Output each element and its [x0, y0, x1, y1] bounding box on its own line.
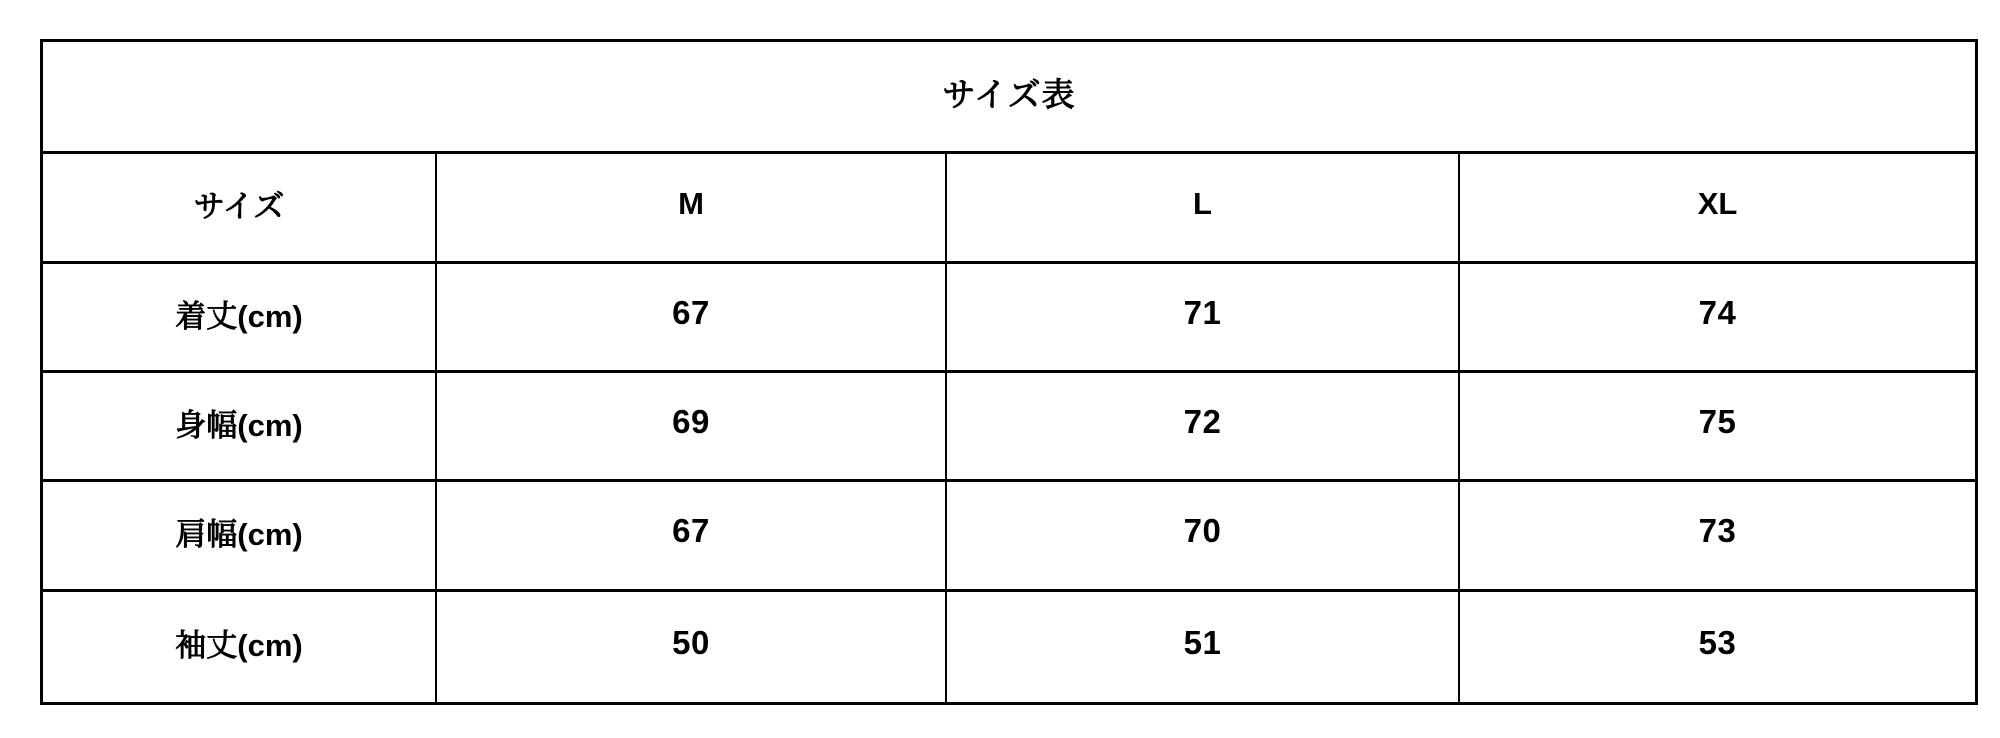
value-sleeve-length-xl: 53	[1460, 592, 1975, 702]
row-label-body-length: 着丈(cm)	[43, 264, 437, 373]
row-label-sleeve-length: 袖丈(cm)	[43, 592, 437, 702]
row-label-body-width: 身幅(cm)	[43, 373, 437, 481]
header-cell-l: L	[947, 154, 1460, 264]
value-body-width-m: 69	[437, 373, 947, 481]
value-body-length-m: 67	[437, 264, 947, 373]
header-cell-xl: XL	[1460, 154, 1975, 264]
value-shoulder-width-m: 67	[437, 482, 947, 592]
value-body-length-xl: 74	[1460, 264, 1975, 373]
header-cell-size: サイズ	[43, 154, 437, 264]
value-body-width-l: 72	[947, 373, 1460, 481]
value-shoulder-width-l: 70	[947, 482, 1460, 592]
size-table-title: サイズ表	[43, 42, 1975, 154]
value-body-length-l: 71	[947, 264, 1460, 373]
value-sleeve-length-m: 50	[437, 592, 947, 702]
row-label-shoulder-width: 肩幅(cm)	[43, 482, 437, 592]
value-sleeve-length-l: 51	[947, 592, 1460, 702]
header-cell-m: M	[437, 154, 947, 264]
size-table	[40, 39, 1978, 705]
value-shoulder-width-xl: 73	[1460, 482, 1975, 592]
value-body-width-xl: 75	[1460, 373, 1975, 481]
